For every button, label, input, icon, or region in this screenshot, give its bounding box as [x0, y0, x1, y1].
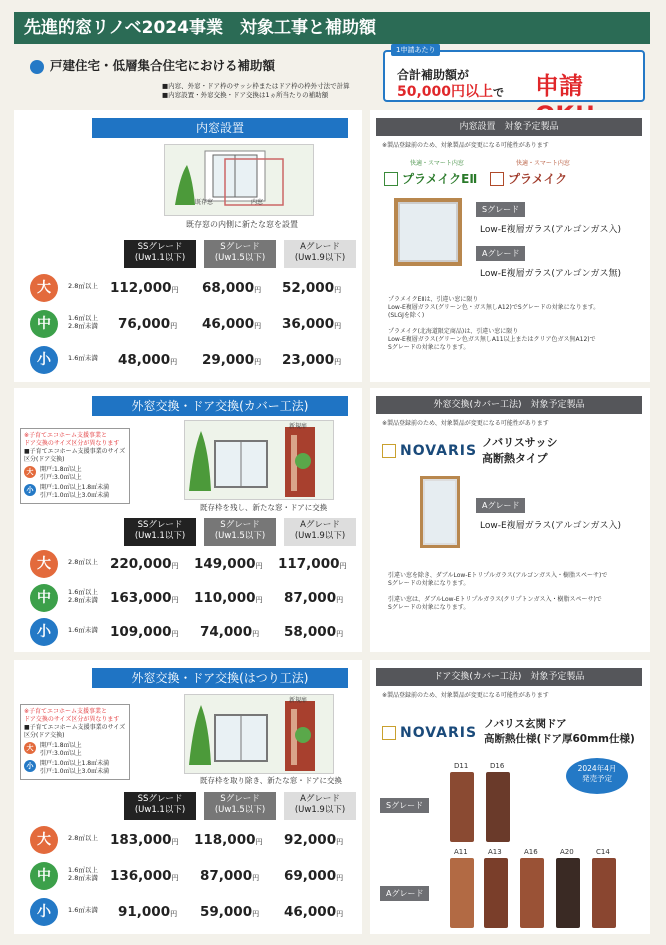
legend-line: ドア交換のサイズ区分が異なります [24, 716, 120, 723]
amount-value: 118,000 [194, 832, 256, 848]
novaris-logo [382, 722, 477, 741]
cond-line: 1.6㎡未満 [68, 354, 98, 362]
window-illustration [164, 144, 314, 216]
section1-desc [388, 296, 646, 352]
yen-unit: 円 [334, 286, 342, 294]
amount-value: 87,000 [200, 868, 253, 884]
cond-line: 1.6㎡未満 [68, 906, 98, 914]
amount-value: 87,000 [284, 590, 337, 606]
grade-ss-header [124, 518, 196, 546]
amount-a [284, 904, 343, 920]
note-line: ■内窓設置・外窓交換・ドア交換は1ヵ所当たりの補助額 [162, 91, 329, 99]
window-icon [165, 145, 315, 217]
size-cond [68, 314, 98, 330]
amount-a [284, 868, 343, 884]
legend-line: 引戸:3.0㎡以上 [40, 750, 82, 757]
note-line: ■内窓、外窓・ドア枠のサッシ枠またはドア枠の枠外寸法で計算 [162, 82, 350, 90]
amount-ss [110, 280, 179, 296]
amount-s [200, 868, 259, 884]
table-row [14, 860, 362, 896]
amount-value: 29,000 [202, 352, 255, 368]
brand-name: プラメイク [508, 172, 568, 186]
cond-line: 1.6㎡以上 [68, 588, 98, 596]
table-row [14, 272, 362, 308]
size-cond [68, 866, 98, 882]
cond-line: 2.8㎡未満 [68, 596, 98, 604]
legend-line: 開戸:1.0㎡以上1.8㎡未満 [40, 484, 110, 491]
section3-caption: 既存枠を取り除き、新たな窓・ドアに交換 [200, 776, 342, 785]
door-code: A11 [454, 848, 468, 856]
section2-desc [388, 572, 646, 612]
yen-unit: 円 [254, 322, 262, 330]
a-grade-glass: Low-E複層ガラス(アルゴンガス入) [480, 521, 622, 531]
amount-s [202, 280, 261, 296]
size-cond [68, 834, 98, 842]
door-icon [450, 858, 474, 928]
yen-unit: 円 [252, 874, 260, 882]
size-small-badge: 小 [24, 760, 36, 772]
amount-value: 110,000 [194, 590, 256, 606]
amount-a [284, 590, 343, 606]
product-name [484, 716, 635, 746]
door-code: C14 [596, 848, 610, 856]
amount-a [282, 280, 341, 296]
amount-value: 163,000 [110, 590, 172, 606]
release-line: 発売予定 [582, 774, 612, 783]
size-small-badge: 小 [30, 618, 58, 646]
amount-value: 92,000 [284, 832, 337, 848]
desc-line: 引違い窓は、ダブルLow-Eトリプルガラス(クリプトンガス入・樹脂スペーサ)で [388, 596, 602, 603]
size-small-badge: 小 [30, 898, 58, 926]
size-cond [68, 558, 98, 566]
grade-name: SSグレード [137, 520, 183, 530]
page-title: 先進的窓リノベ2024事業 対象工事と補助額 [14, 12, 650, 44]
yen-unit: 円 [170, 910, 178, 918]
amount-a [278, 556, 347, 572]
grade-s-header [204, 240, 276, 268]
size-large-badge: 大 [24, 742, 36, 754]
table-row [14, 344, 362, 380]
size-large-badge: 大 [30, 826, 58, 854]
section1-caption: 既存窓の内側に新たな窓を設置 [186, 220, 298, 229]
window-icon [185, 421, 335, 501]
promo-line2 [397, 81, 504, 101]
desc-line: Sグレードの対象になります。 [388, 604, 470, 611]
product-note: ※製品登録前のため、対象製品が変更になる可能性があります [382, 420, 549, 427]
yen-unit: 円 [255, 838, 263, 846]
grade-u: (Uw1.5以下) [214, 531, 266, 541]
amount-ss [110, 832, 179, 848]
amount-value: 76,000 [118, 316, 171, 332]
novaris-mark-icon [382, 726, 396, 740]
grade-u: (Uw1.1以下) [134, 253, 186, 263]
amount-value: 136,000 [110, 868, 172, 884]
promo-amount: 50,000円以上 [397, 84, 494, 100]
release-badge [566, 758, 628, 794]
bullet-icon [30, 60, 44, 74]
window-door-illustration [184, 694, 334, 774]
legend-line: 開戸:1.0㎡以上1.8㎡未満 [40, 760, 110, 767]
amount-s [202, 352, 261, 368]
amount-ss [110, 868, 179, 884]
grade-s-header [204, 792, 276, 820]
desc-line: Low-E複層ガラス(グリーン色・ガス無しA12)でSグレードの対象になります。 [388, 304, 600, 311]
product-line: ノバリスサッシ [482, 436, 558, 449]
yen-unit: 円 [334, 322, 342, 330]
amount-value: 117,000 [278, 556, 340, 572]
amount-value: 23,000 [282, 352, 335, 368]
legend-line: 開戸:1.8㎡以上 [40, 742, 82, 749]
legend-line: ■子育てエコホーム支援事業のサイズ区分(ドア交換) [24, 448, 126, 463]
promo-headline: 申請 [535, 72, 583, 100]
size-cond [68, 906, 98, 914]
yen-unit: 円 [254, 286, 262, 294]
amount-value: 74,000 [200, 624, 253, 640]
release-line: 2024年4月 [577, 764, 617, 773]
amount-ss [110, 624, 179, 640]
window-door-illustration [184, 420, 334, 500]
desc-line: プラメイク(北海道限定商品)は、引違い窓に限り [388, 328, 519, 335]
door-code: D16 [490, 762, 505, 770]
window-icon [185, 695, 335, 775]
desc-line: Low-E複層ガラス(グリーン色ガス無しA11以上またはクリア色ガス無A12)で [388, 336, 596, 343]
cond-line: 1.6㎡以上 [68, 866, 98, 874]
legend-line: 引戸:1.0㎡以上3.0㎡未満 [40, 492, 110, 499]
amount-a [284, 624, 343, 640]
section2-caption: 既存枠を残し、新たな窓・ドアに交換 [200, 503, 328, 512]
yen-unit: 円 [336, 910, 344, 918]
amount-value: 52,000 [282, 280, 335, 296]
s-grade-tag: Sグレード [380, 798, 429, 813]
door-code: D11 [454, 762, 469, 770]
grade-name: Aグレード [300, 520, 340, 530]
size-cond [68, 588, 98, 604]
brand-tag: 快適・スマート内窓 [516, 160, 570, 167]
grade-a-header [284, 792, 356, 820]
table-row [14, 616, 362, 650]
door-code: A16 [524, 848, 538, 856]
s-grade-tag: Sグレード [476, 202, 525, 217]
yen-unit: 円 [336, 596, 344, 604]
amount-value: 109,000 [110, 624, 172, 640]
s-grade-glass: Low-E複層ガラス(アルゴンガス入) [480, 225, 622, 235]
amount-value: 59,000 [200, 904, 253, 920]
amount-value: 46,000 [202, 316, 255, 332]
legend-line: 引戸:3.0㎡以上 [40, 474, 82, 481]
yen-unit: 円 [171, 630, 179, 638]
grade-name: SSグレード [137, 794, 183, 804]
table-row [14, 824, 362, 860]
amount-ss [118, 904, 177, 920]
brand-name: NOVARIS [400, 443, 478, 459]
brand-name: NOVARIS [400, 725, 478, 741]
size-legend [20, 704, 130, 780]
desc-line: (SLGJを除く) [388, 312, 425, 319]
door-icon [556, 858, 580, 928]
legend-line: 引戸:1.0㎡以上3.0㎡未満 [40, 768, 110, 775]
amount-value: 183,000 [110, 832, 172, 848]
grade-u: (Uw1.9以下) [294, 531, 346, 541]
size-medium-badge: 中 [30, 310, 58, 338]
promo-box [383, 46, 645, 102]
amount-value: 58,000 [284, 624, 337, 640]
table-row [14, 548, 362, 582]
grade-name: Sグレード [220, 794, 260, 804]
amount-s [202, 316, 261, 332]
door-code: A20 [560, 848, 574, 856]
a-grade-tag: Aグレード [380, 886, 429, 901]
cond-line: 2.8㎡未満 [68, 322, 98, 330]
amount-value: 68,000 [202, 280, 255, 296]
size-cond [68, 282, 98, 290]
grade-ss-header [124, 792, 196, 820]
grade-name: Sグレード [220, 242, 260, 252]
desc-line: Sグレードの対象になります。 [388, 344, 470, 351]
cond-line: 2.8㎡未満 [68, 874, 98, 882]
promo-line1: 合計補助額が [397, 68, 470, 82]
grade-a-header [284, 240, 356, 268]
section2-title: 外窓交換・ドア交換(カバー工法) [92, 396, 348, 416]
table-row [14, 582, 362, 616]
amount-value: 46,000 [284, 904, 337, 920]
amount-ss [118, 352, 177, 368]
desc-line: 引違い窓を除き、ダブルLow-Eトリプルガラス(アルゴンガス入・樹脂スペーサ)で [388, 572, 608, 579]
size-medium-badge: 中 [30, 862, 58, 890]
yen-unit: 円 [336, 838, 344, 846]
door-icon [592, 858, 616, 928]
door-icon [486, 772, 510, 842]
yen-unit: 円 [336, 630, 344, 638]
size-large-badge: 大 [30, 274, 58, 302]
yen-unit: 円 [254, 358, 262, 366]
promo-suffix: で [493, 86, 505, 99]
cond-line: 2.8㎡以上 [68, 834, 98, 842]
amount-ss [110, 556, 179, 572]
size-large-badge: 大 [24, 466, 36, 478]
amount-value: 69,000 [284, 868, 337, 884]
yen-unit: 円 [171, 874, 179, 882]
illus-label: 既存窓 [195, 199, 214, 206]
size-medium-badge: 中 [30, 584, 58, 612]
legend-line: ■子育てエコホーム支援事業のサイズ区分(ドア交換) [24, 724, 126, 739]
yen-unit: 円 [255, 596, 263, 604]
section2-rows [14, 548, 362, 650]
amount-ss [110, 590, 179, 606]
grade-a-header [284, 518, 356, 546]
yen-unit: 円 [171, 562, 179, 570]
legend-line: 開戸:1.8㎡以上 [40, 466, 82, 473]
legend-line: ※子育てエコホーム支援事業と [24, 432, 108, 439]
yen-unit: 円 [255, 562, 263, 570]
grade-name: SSグレード [137, 242, 183, 252]
section3-panel [14, 660, 362, 934]
door-icon [484, 858, 508, 928]
grade-u: (Uw1.5以下) [214, 253, 266, 263]
cond-line: 1.6㎡以上 [68, 314, 98, 322]
yen-unit: 円 [334, 358, 342, 366]
illus-label: 新規扉 [289, 423, 308, 430]
section3-product-header: ドア交換(カバー工法) 対象予定製品 [376, 668, 642, 686]
product-name [482, 434, 557, 466]
amount-a [282, 352, 341, 368]
size-legend [20, 428, 130, 504]
door-icon [450, 772, 474, 842]
product-line: 高断熱仕様(ドア厚60mm仕様) [484, 733, 635, 745]
grade-u: (Uw1.1以下) [134, 531, 186, 541]
yen-unit: 円 [171, 286, 179, 294]
window-logo-icon [384, 172, 398, 186]
size-cond [68, 626, 98, 634]
amount-a [284, 832, 343, 848]
yen-unit: 円 [252, 910, 260, 918]
section1-rows [14, 272, 362, 380]
door-code: A13 [488, 848, 502, 856]
cond-line: 2.8㎡以上 [68, 282, 98, 290]
notes [162, 82, 350, 100]
brand-name: プラメイクEⅡ [402, 172, 478, 186]
section2-product-header: 外窓交換(カバー工法) 対象予定製品 [376, 396, 642, 414]
window-product-image [394, 198, 462, 266]
yen-unit: 円 [171, 838, 179, 846]
amount-s [200, 904, 259, 920]
amount-value: 220,000 [110, 556, 172, 572]
novaris-mark-icon [382, 444, 396, 458]
amount-value: 48,000 [118, 352, 171, 368]
grade-u: (Uw1.9以下) [294, 253, 346, 263]
illus-label: 内窓 [251, 199, 264, 206]
subtitle [30, 56, 275, 74]
size-large-badge: 大 [30, 550, 58, 578]
cond-line: 2.8㎡以上 [68, 558, 98, 566]
section3-title: 外窓交換・ドア交換(はつり工法) [92, 668, 348, 688]
section2-products [370, 388, 650, 652]
a-grade-tag: Aグレード [476, 246, 525, 261]
subtitle-text: 戸建住宅・低層集合住宅における補助額 [50, 58, 276, 73]
section2-panel [14, 388, 362, 652]
section1-panel [14, 110, 362, 382]
section3-products [370, 660, 650, 934]
grade-u: (Uw1.1以下) [134, 805, 186, 815]
amount-s [200, 624, 259, 640]
section1-products [370, 110, 650, 382]
promo-tab: 1申請あたり [391, 44, 440, 56]
illus-label: 新規扉 [289, 697, 308, 704]
brand-pramake [490, 160, 570, 187]
a-grade-glass: Low-E複層ガラス(アルゴンガス無) [480, 269, 622, 279]
desc-line: Sグレードの対象になります。 [388, 580, 470, 587]
amount-ss [118, 316, 177, 332]
window-logo-icon [490, 172, 504, 186]
grade-name: Aグレード [300, 242, 340, 252]
brand-pramake-e2 [384, 160, 477, 187]
yen-unit: 円 [170, 358, 178, 366]
amount-s [194, 832, 263, 848]
grade-u: (Uw1.5以下) [214, 805, 266, 815]
amount-value: 112,000 [110, 280, 172, 296]
amount-a [282, 316, 341, 332]
section3-rows [14, 824, 362, 932]
sash-product-image [420, 476, 460, 548]
grade-name: Aグレード [300, 794, 340, 804]
novaris-logo [382, 440, 477, 459]
size-small-badge: 小 [24, 484, 36, 496]
yen-unit: 円 [171, 596, 179, 604]
product-note: ※製品登録前のため、対象製品が変更になる可能性があります [382, 692, 549, 699]
a-grade-tag: Aグレード [476, 498, 525, 513]
section1-product-header: 内窓設置 対象予定製品 [376, 118, 642, 136]
amount-value: 36,000 [282, 316, 335, 332]
amount-s [194, 590, 263, 606]
brand-tag: 快適・スマート内窓 [410, 160, 464, 167]
product-line: 高断熱タイプ [482, 452, 548, 465]
legend-line: ※子育てエコホーム支援事業と [24, 708, 108, 715]
amount-s [194, 556, 263, 572]
amount-value: 149,000 [194, 556, 256, 572]
desc-line: プラメイクEⅡは、引違い窓に限り [388, 296, 479, 303]
size-small-badge: 小 [30, 346, 58, 374]
yen-unit: 円 [336, 874, 344, 882]
product-line: ノバリス玄関ドア [484, 718, 567, 730]
yen-unit: 円 [252, 630, 260, 638]
cond-line: 1.6㎡未満 [68, 626, 98, 634]
door-icon [520, 858, 544, 928]
table-row [14, 896, 362, 932]
section1-title: 内窓設置 [92, 118, 348, 138]
yen-unit: 円 [170, 322, 178, 330]
grade-u: (Uw1.9以下) [294, 805, 346, 815]
size-cond [68, 354, 98, 362]
amount-value: 91,000 [118, 904, 171, 920]
grade-ss-header [124, 240, 196, 268]
legend-line: ドア交換のサイズ区分が異なります [24, 440, 120, 447]
grade-s-header [204, 518, 276, 546]
table-row [14, 308, 362, 344]
grade-name: Sグレード [220, 520, 260, 530]
yen-unit: 円 [339, 562, 347, 570]
product-note: ※製品登録前のため、対象製品が変更になる可能性があります [382, 142, 549, 149]
